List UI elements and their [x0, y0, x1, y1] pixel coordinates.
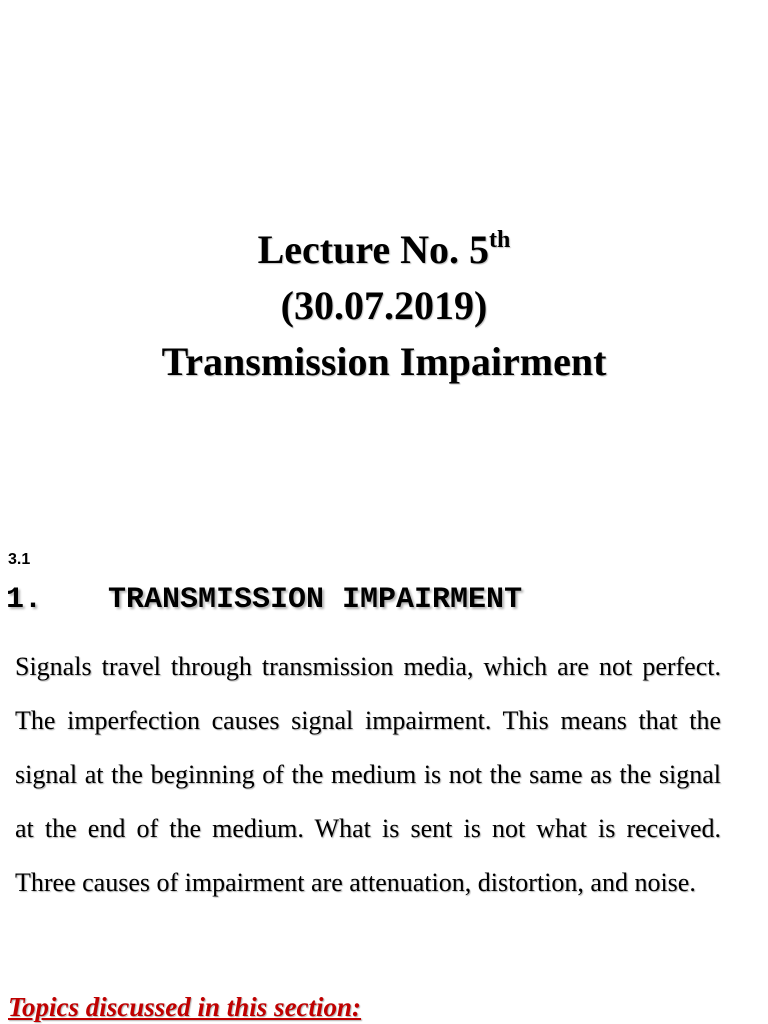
lecture-title: [0, 222, 768, 390]
section-heading: [6, 580, 522, 620]
slide-number: 3.1: [8, 551, 31, 568]
topics-heading: Topics discussed in this section:: [8, 992, 362, 1022]
section-number: 1.: [6, 583, 43, 617]
section-title: TRANSMISSION IMPAIRMENT: [108, 583, 523, 617]
lecture-topic: Transmission Impairment: [161, 339, 607, 384]
lecture-number-suffix: th: [489, 227, 511, 253]
section-body-paragraph: Signals travel through transmission media, which are not perfect. The imperfection causes signal impairment. This means that the signal at the beginning of the medium is not the same as the signal at the end of the medium. What is sent is not what is received. Three causes of impairment are attenuation, distortion, and noise.: [15, 652, 721, 897]
lecture-title-line-1: [0, 222, 768, 278]
lecture-date: (30.07.2019): [280, 283, 488, 328]
lecture-number: Lecture No. 5: [257, 227, 490, 272]
